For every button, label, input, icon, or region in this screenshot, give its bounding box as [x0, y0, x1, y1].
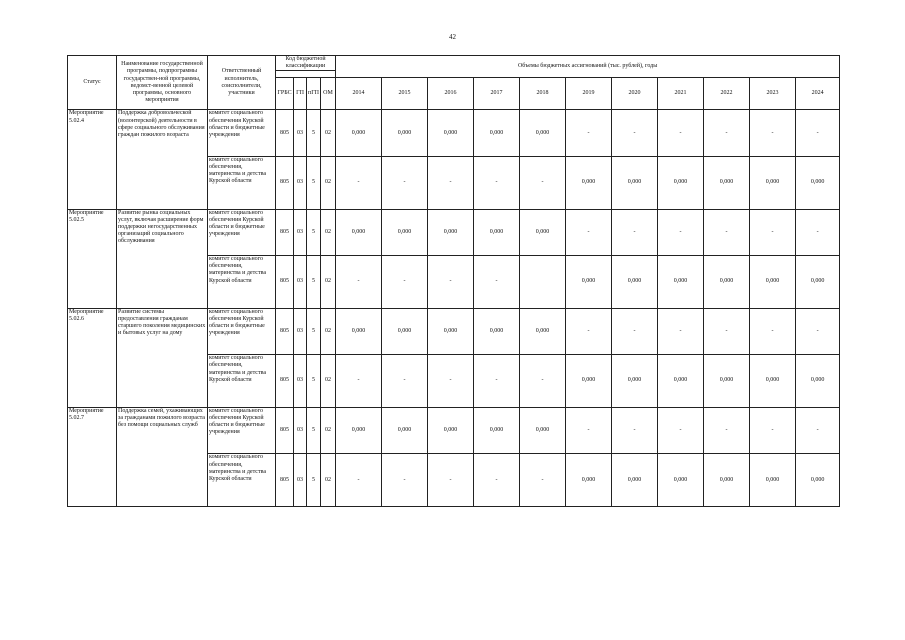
code-cell: 805 [276, 209, 294, 255]
value-cell: 0,000 [658, 355, 704, 408]
header-year-2023: 2023 [750, 78, 796, 110]
code-cell: 805 [276, 156, 294, 209]
value-cell: - [658, 407, 704, 453]
header-year-2022: 2022 [704, 78, 750, 110]
value-cell: 0,000 [566, 454, 612, 507]
code-cell: 5 [307, 156, 321, 209]
value-cell: - [474, 156, 520, 209]
executor-cell: комитет социального обеспечения Курской области и бюджетные учреждения [208, 308, 276, 354]
budget-table [67, 55, 840, 507]
value-cell: - [612, 209, 658, 255]
value-cell: - [612, 110, 658, 156]
code-cell: 02 [321, 256, 336, 309]
value-cell: 0,000 [474, 209, 520, 255]
value-cell: 0,000 [612, 454, 658, 507]
table-body [68, 110, 840, 507]
code-cell: 03 [294, 209, 307, 255]
measure-name-cell: Развитие системы предоставления гражданам старшего поколения медицинских и бытовых услуг на дому [117, 308, 208, 407]
value-cell [520, 256, 566, 309]
value-cell: - [474, 355, 520, 408]
code-cell: 5 [307, 110, 321, 156]
code-cell: 02 [321, 355, 336, 408]
value-cell: 0,000 [796, 454, 840, 507]
value-cell: - [428, 256, 474, 309]
executor-cell: комитет социального обеспечения, материнства и детства Курской области [208, 454, 276, 507]
header-code-0: ГРБС [276, 78, 294, 110]
value-cell: 0,000 [796, 355, 840, 408]
value-cell: 0,000 [382, 407, 428, 453]
code-cell: 5 [307, 256, 321, 309]
value-cell: 0,000 [796, 156, 840, 209]
value-cell: - [428, 156, 474, 209]
status-cell: Мероприятие 5.02.5 [68, 209, 117, 308]
value-cell: - [566, 308, 612, 354]
value-cell: - [474, 256, 520, 309]
value-cell: 0,000 [566, 256, 612, 309]
value-cell: 0,000 [520, 110, 566, 156]
value-cell: - [796, 308, 840, 354]
header-budget-code: Код бюджетной классификации [276, 56, 336, 71]
header-year-2020: 2020 [612, 78, 658, 110]
code-cell: 805 [276, 110, 294, 156]
code-cell: 805 [276, 407, 294, 453]
value-cell: - [382, 256, 428, 309]
value-cell: 0,000 [474, 110, 520, 156]
value-cell: - [382, 454, 428, 507]
value-cell: 0,000 [520, 407, 566, 453]
header-code-1: ГП [294, 78, 307, 110]
status-cell: Мероприятие 5.02.4 [68, 110, 117, 209]
code-cell: 02 [321, 110, 336, 156]
value-cell: 0,000 [428, 110, 474, 156]
value-cell: 0,000 [658, 156, 704, 209]
value-cell: - [520, 156, 566, 209]
code-cell: 5 [307, 308, 321, 354]
header-year-2018: 2018 [520, 78, 566, 110]
value-cell: - [336, 355, 382, 408]
code-cell: 02 [321, 156, 336, 209]
value-cell: - [796, 209, 840, 255]
measure-name-cell: Поддержка семей, ухаживающих за гражданами пожилого возраста без помощи социальных служб [117, 407, 208, 506]
executor-cell: комитет социального обеспечения Курской области и бюджетные учреждения [208, 110, 276, 156]
value-cell: - [750, 110, 796, 156]
value-cell: - [796, 110, 840, 156]
executor-cell: комитет социального обеспечения, материнства и детства Курской области [208, 355, 276, 408]
value-cell: - [428, 454, 474, 507]
value-cell: 0,000 [336, 407, 382, 453]
measure-name-cell: Развитие рынка социальных услуг, включая расширение форм поддержки негосударственных организаций социального обслуживания [117, 209, 208, 308]
value-cell: - [796, 407, 840, 453]
value-cell: 0,000 [612, 256, 658, 309]
table-row [68, 110, 840, 156]
code-cell: 03 [294, 308, 307, 354]
value-cell: - [658, 110, 704, 156]
executor-cell: комитет социального обеспечения, материнства и детства Курской области [208, 156, 276, 209]
executor-cell: комитет социального обеспечения, материнства и детства Курской области [208, 256, 276, 309]
value-cell: 0,000 [750, 156, 796, 209]
value-cell: - [336, 156, 382, 209]
value-cell: - [566, 209, 612, 255]
value-cell: 0,000 [474, 308, 520, 354]
value-cell: 0,000 [750, 454, 796, 507]
value-cell: 0,000 [704, 156, 750, 209]
value-cell: 0,000 [382, 209, 428, 255]
executor-cell: комитет социального обеспечения Курской области и бюджетные учреждения [208, 407, 276, 453]
header-year-2019: 2019 [566, 78, 612, 110]
code-cell: 03 [294, 407, 307, 453]
value-cell: 0,000 [612, 355, 658, 408]
value-cell: 0,000 [336, 110, 382, 156]
value-cell: 0,000 [658, 256, 704, 309]
page-number: 42 [449, 33, 456, 41]
value-cell: - [704, 110, 750, 156]
value-cell: 0,000 [658, 454, 704, 507]
value-cell: - [612, 308, 658, 354]
table-row [68, 308, 840, 354]
value-cell: 0,000 [474, 407, 520, 453]
value-cell: - [704, 209, 750, 255]
value-cell: - [382, 156, 428, 209]
code-cell: 02 [321, 407, 336, 453]
code-cell: 03 [294, 355, 307, 408]
value-cell: 0,000 [428, 209, 474, 255]
header-year-2024: 2024 [796, 78, 840, 110]
code-cell: 5 [307, 407, 321, 453]
code-cell: 805 [276, 256, 294, 309]
header-year-2016: 2016 [428, 78, 474, 110]
value-cell: - [474, 454, 520, 507]
table-header [68, 56, 840, 110]
value-cell: 0,000 [520, 308, 566, 354]
value-cell: - [520, 355, 566, 408]
value-cell: 0,000 [704, 454, 750, 507]
value-cell: - [382, 355, 428, 408]
table-row [68, 209, 840, 255]
value-cell: 0,000 [336, 209, 382, 255]
value-cell: 0,000 [566, 355, 612, 408]
value-cell: - [520, 454, 566, 507]
value-cell: 0,000 [750, 256, 796, 309]
value-cell: 0,000 [428, 308, 474, 354]
value-cell: - [336, 454, 382, 507]
code-cell: 03 [294, 110, 307, 156]
header-year-2015: 2015 [382, 78, 428, 110]
code-cell: 03 [294, 156, 307, 209]
header-volume: Объемы бюджетных ассигнований (тыс. рублей), годы [336, 56, 840, 78]
code-cell: 02 [321, 209, 336, 255]
code-cell: 03 [294, 454, 307, 507]
code-cell: 02 [321, 454, 336, 507]
executor-cell: комитет социального обеспечения Курской области и бюджетные учреждения [208, 209, 276, 255]
value-cell: - [704, 308, 750, 354]
value-cell: 0,000 [612, 156, 658, 209]
value-cell: - [566, 110, 612, 156]
value-cell: - [704, 407, 750, 453]
value-cell: 0,000 [750, 355, 796, 408]
value-cell: - [750, 407, 796, 453]
header-code-2: пГП [307, 78, 321, 110]
table-row [68, 407, 840, 453]
value-cell: - [658, 209, 704, 255]
value-cell: - [336, 256, 382, 309]
code-cell: 5 [307, 355, 321, 408]
value-cell: - [750, 209, 796, 255]
value-cell: 0,000 [382, 110, 428, 156]
header-code-3: ОМ [321, 78, 336, 110]
code-cell: 5 [307, 454, 321, 507]
value-cell: 0,000 [382, 308, 428, 354]
value-cell: 0,000 [566, 156, 612, 209]
header-name: Наименование государственной программы, подпрограммы государствен-ной программы, ведомст-венной целевой программы, основного мероприятия [117, 56, 208, 110]
value-cell: 0,000 [796, 256, 840, 309]
value-cell: 0,000 [336, 308, 382, 354]
header-year-2017: 2017 [474, 78, 520, 110]
header-year-2014: 2014 [336, 78, 382, 110]
value-cell: 0,000 [704, 355, 750, 408]
code-cell: 5 [307, 209, 321, 255]
measure-name-cell: Поддержка добровольческой (волонтерской) деятельности в сфере социального обслуживания граждан пожилого возраста [117, 110, 208, 209]
value-cell: - [428, 355, 474, 408]
value-cell: - [658, 308, 704, 354]
header-year-2021: 2021 [658, 78, 704, 110]
value-cell: 0,000 [428, 407, 474, 453]
status-cell: Мероприятие 5.02.7 [68, 407, 117, 506]
header-status: Статус [68, 56, 117, 110]
header-executor: Ответственный исполнитель, соисполнители, участники [208, 56, 276, 110]
status-cell: Мероприятие 5.02.6 [68, 308, 117, 407]
value-cell: - [566, 407, 612, 453]
value-cell: 0,000 [704, 256, 750, 309]
value-cell: 0,000 [520, 209, 566, 255]
code-cell: 805 [276, 355, 294, 408]
value-cell: - [750, 308, 796, 354]
code-cell: 805 [276, 454, 294, 507]
code-cell: 03 [294, 256, 307, 309]
code-cell: 02 [321, 308, 336, 354]
value-cell: - [612, 407, 658, 453]
code-cell: 805 [276, 308, 294, 354]
header-code-spacer [276, 71, 336, 78]
